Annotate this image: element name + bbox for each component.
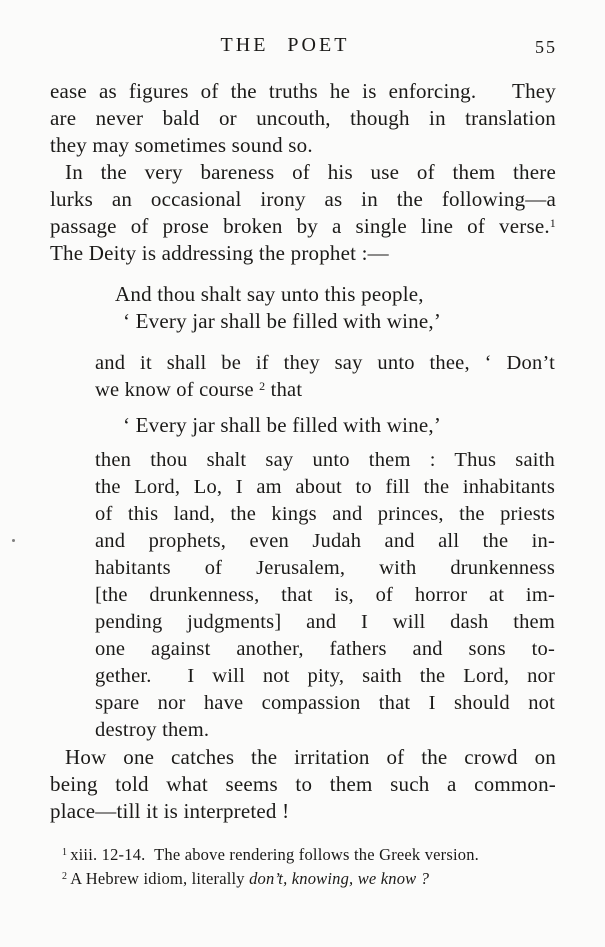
- quote-line: pending judgments] and I will dash them: [95, 611, 555, 633]
- body-line-text: passage of prose broken by a single line of verse.: [50, 214, 550, 238]
- page-number: 55: [535, 37, 557, 57]
- paragraph-continuation: [50, 78, 556, 159]
- paragraph-intro: [50, 159, 556, 267]
- body-line: How one catches the irritation of the crowd on: [65, 745, 556, 769]
- footnote-2: [62, 867, 556, 891]
- quote-line: gether. I will not pity, saith the Lord, nor: [95, 665, 555, 687]
- footnote-1-marker: 1: [62, 847, 68, 858]
- text-column: [50, 78, 556, 891]
- footnote-1-text: xiii. 12-14. The above rendering follows the Greek version.: [70, 845, 480, 864]
- paragraph-closing: [50, 744, 556, 825]
- verse-quotation: [50, 281, 556, 335]
- quote-line: one against another, fathers and sons to-: [95, 638, 555, 660]
- body-line: ease as figures of the truths he is enforcing. They: [50, 79, 556, 103]
- body-line: In the very bareness of his use of them there: [65, 160, 556, 184]
- quote-line: habitants of Jerusalem, with drunkenness: [95, 557, 555, 579]
- body-line: being told what seems to them such a common-: [50, 772, 556, 796]
- verse-line: ‘ Every jar shall be filled with wine,’: [123, 413, 442, 437]
- verse-line: ‘ Every jar shall be filled with wine,’: [123, 309, 442, 333]
- scan-speck: [12, 539, 15, 542]
- footnotes-section: [50, 843, 556, 891]
- quote-line: spare nor have compassion that I should not: [95, 692, 555, 714]
- quote-line: [95, 377, 555, 404]
- body-line: are never bald or uncouth, though in translation: [50, 106, 556, 130]
- body-line: lurks an occasional irony as in the following—a: [50, 187, 556, 211]
- quote-line: then thou shalt say unto them : Thus saith: [95, 449, 555, 471]
- verse-quotation-repeat: [50, 412, 556, 439]
- quote-line: and prophets, even Judah and all the in-: [95, 530, 555, 552]
- verse-line: And thou shalt say unto this people,: [115, 282, 424, 306]
- quote-line: and it shall be if they say unto thee, ‘ Don’t: [95, 352, 555, 374]
- running-head-title: THE POET: [220, 34, 350, 56]
- block-quote-1: [95, 350, 555, 404]
- footnote-2-italic-text: don’t, knowing, we know ?: [249, 869, 430, 888]
- quote-line-text: that: [265, 379, 303, 401]
- footnote-1: [62, 843, 556, 867]
- footnote-ref-1: 1: [549, 216, 556, 230]
- quote-line: the Lord, Lo, I am about to fill the inhabitants: [95, 476, 555, 498]
- body-line: place—till it is interpreted !: [50, 799, 290, 823]
- body-line: they may sometimes sound so.: [50, 133, 313, 157]
- body-line: [50, 213, 556, 240]
- footnote-2-marker: 2: [62, 871, 68, 882]
- quote-line-text: we know of course: [95, 379, 254, 401]
- body-line: The Deity is addressing the prophet :—: [50, 241, 389, 265]
- quote-line: destroy them.: [95, 719, 210, 741]
- quote-line: [the drunkenness, that is, of horror at im-: [95, 584, 555, 606]
- footnote-2-text: A Hebrew idiom, literally: [70, 869, 250, 888]
- footnote-ref-2: 2: [259, 379, 266, 393]
- quote-line: of this land, the kings and princes, the priests: [95, 503, 555, 525]
- block-quote-2: [95, 447, 555, 744]
